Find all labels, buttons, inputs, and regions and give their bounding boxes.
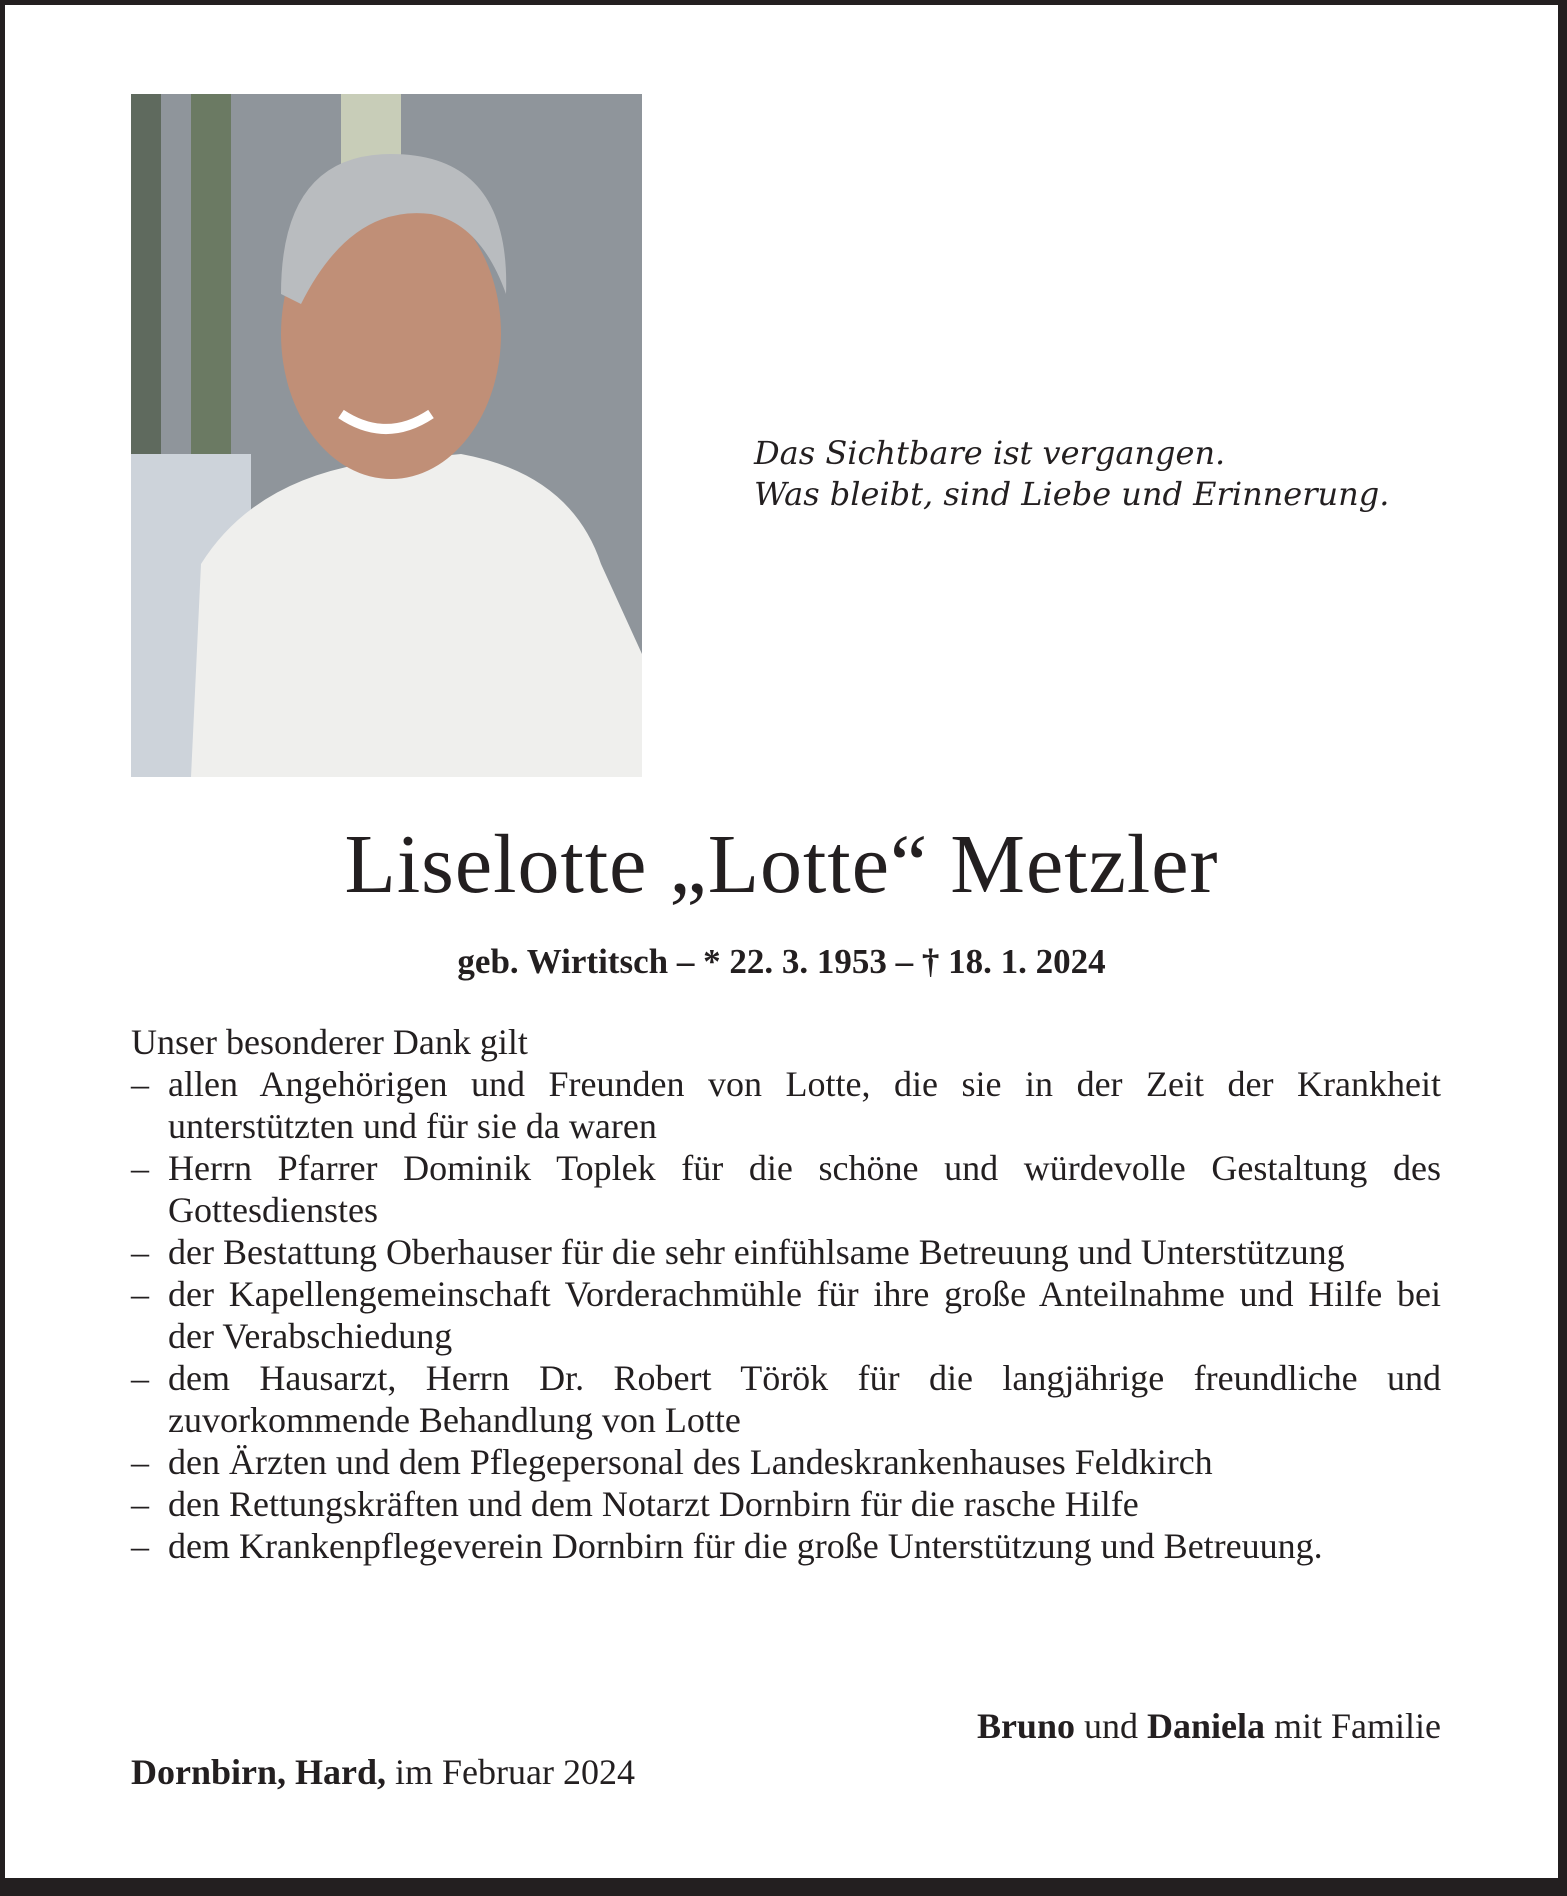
signature-rest: mit Familie (1274, 1706, 1441, 1746)
list-item (131, 1147, 1441, 1231)
list-item (131, 1483, 1441, 1525)
list-item-text: den Rettungskräften und dem Notarzt Dornbirn für die rasche Hilfe (168, 1484, 1139, 1524)
list-item-text: den Ärzten und dem Pflegepersonal des Landeskrankenhauses Feldkirch (168, 1442, 1213, 1482)
places: Dornbirn, Hard, (131, 1752, 387, 1792)
dash: – (131, 1442, 149, 1482)
list-item (131, 1357, 1441, 1441)
list-item (131, 1441, 1441, 1483)
place-date (131, 1751, 635, 1793)
dash: – (131, 1274, 149, 1314)
thanks-section (131, 1021, 1441, 1567)
list-item-text: Herrn Pfarrer Dominik Toplek für die schöne und würdevolle Gestaltung des Gottesdienstes (168, 1148, 1441, 1230)
signature (977, 1705, 1441, 1747)
quote-line-1: Das Sichtbare ist vergangen. (754, 434, 1226, 472)
thanks-intro: Unser besonderer Dank gilt (131, 1022, 528, 1062)
list-item-text: dem Krankenpflegeverein Dornbirn für die große Unterstützung und Betreuung. (168, 1526, 1323, 1566)
list-item (131, 1525, 1441, 1567)
signer-2: Daniela (1146, 1706, 1265, 1746)
list-item-text: der Bestattung Oberhauser für die sehr einfühlsame Betreuung und Unterstützung (168, 1232, 1345, 1272)
signer-1: Bruno (976, 1706, 1075, 1746)
list-item (131, 1273, 1441, 1357)
list-item-text: allen Angehörigen und Freunden von Lotte, die sie in der Zeit der Krankheit unterstützten und für sie da waren (168, 1064, 1441, 1146)
list-item-text: dem Hausarzt, Herrn Dr. Robert Török für die langjährige freundliche und zuvorkommende Behandlung von Lotte (168, 1358, 1441, 1440)
portrait-photo (131, 94, 642, 777)
dash: – (131, 1148, 149, 1188)
signature-and: und (1083, 1706, 1138, 1746)
dash: – (131, 1064, 149, 1104)
thanks-list (131, 1063, 1441, 1567)
dash: – (131, 1526, 149, 1566)
list-item (131, 1063, 1441, 1147)
memorial-quote (754, 433, 1389, 515)
dash: – (131, 1484, 149, 1524)
list-item-text: der Kapellengemeinschaft Vorderachmühle für ihre große Anteilnahme und Hilfe bei der Verabschiedung (168, 1274, 1441, 1356)
birth-death-dates: geb. Wirtitsch – * 22. 3. 1953 – † 18. 1. 2024 (457, 942, 1106, 981)
dash: – (131, 1358, 149, 1398)
dash: – (131, 1232, 149, 1272)
date: im Februar 2024 (395, 1752, 635, 1792)
deceased-name: Liselotte „Lotte“ Metzler (344, 818, 1219, 911)
quote-line-2: Was bleibt, sind Liebe und Erinnerung. (754, 475, 1390, 513)
obituary-page (5, 5, 1558, 1878)
list-item (131, 1231, 1441, 1273)
